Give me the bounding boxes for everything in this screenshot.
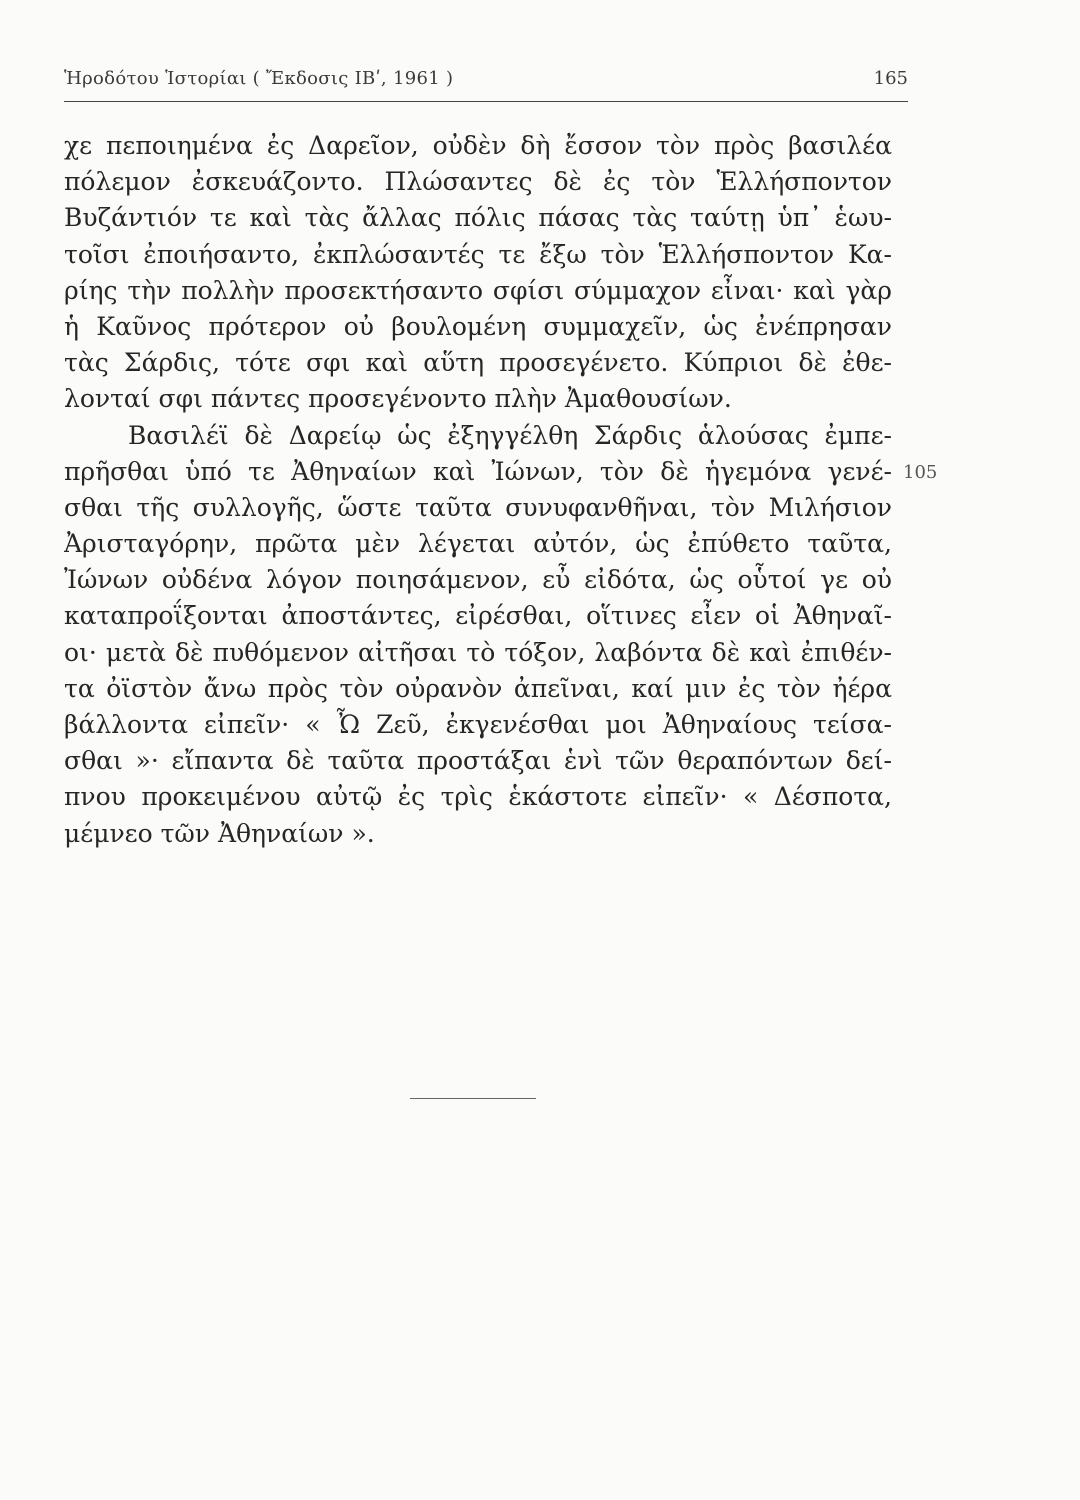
running-header-title: Ἡροδότου Ἱστορίαι ( Ἔκδοσις ΙΒʹ, 1961 ) bbox=[64, 68, 454, 89]
header-rule bbox=[64, 101, 908, 102]
text-line: χε πεποιημένα ἐς Δαρεῖον, οὐδὲν δὴ ἔσσον τὸν πρὸς βασιλέα bbox=[64, 131, 892, 160]
text-line: Βασιλέϊ δὲ Δαρείῳ ὡς ἐξηγγέλθη Σάρδις ἁλούσας ἐμπε- bbox=[128, 420, 892, 450]
text-line: πόλεμον ἐσκευάζοντο. Πλώσαντες δὲ ἐς τὸν Ἑλλήσποντον bbox=[64, 167, 892, 197]
text-line: σθαι τῆς συλλογῆς, ὥστε ταῦτα συνυφανθῆναι, τὸν Μιλήσιον bbox=[64, 492, 892, 522]
text-line: τὰς Σάρδις, τότε σφι καὶ αὕτη προσεγένετο. Κύπριοι δὲ ἐθε- bbox=[64, 348, 892, 378]
text-line: σθαι »· εἴπαντα δὲ ταῦτα προστάξαι ἑνὶ τῶν θεραπόντων δεί- bbox=[64, 746, 892, 776]
margin-section-number: 105 bbox=[903, 462, 938, 483]
text-line: Ἰώνων οὐδένα λόγον ποιησάμενον, εὖ εἰδότα, ὡς οὗτοί γε οὐ bbox=[64, 565, 892, 595]
text-line: τοῖσι ἐποιήσαντο, ἐκπλώσαντές τε ἔξω τὸν Ἑλλήσποντον Κα- bbox=[64, 239, 892, 269]
text-line: τα ὀϊστὸν ἄνω πρὸς τὸν οὐρανὸν ἀπεῖναι, καί μιν ἐς τὸν ἠέρα bbox=[64, 673, 892, 703]
text-line: οι· μετὰ δὲ πυθόμενον αἰτῆσαι τὸ τόξον, λαβόντα δὲ καὶ ἐπιθέν- bbox=[64, 637, 892, 667]
text-line: λονταί σφι πάντες προσεγένοντο πλὴν Ἀμαθουσίων. bbox=[64, 384, 732, 414]
text-line: Ἀρισταγόρην, πρῶτα μὲν λέγεται αὐτόν, ὡς ἐπύθετο ταῦτα, bbox=[64, 529, 892, 559]
text-line: πνου προκειμένου αὐτῷ ἐς τρὶς ἑκάστοτε εἰπεῖν· « Δέσποτα, bbox=[64, 782, 892, 812]
page-number: 165 bbox=[873, 68, 908, 89]
text-line: ρίης τὴν πολλὴν προσεκτήσαντο σφίσι σύμμαχον εἶναι· καὶ γὰρ bbox=[64, 275, 892, 305]
running-header bbox=[64, 68, 908, 100]
body-text bbox=[64, 128, 892, 852]
text-line: πρῆσθαι ὑπό τε Ἀθηναίων καὶ Ἰώνων, τὸν δὲ ἡγεμόνα γενέ- bbox=[64, 456, 892, 486]
text-line: βάλλοντα εἰπεῖν· « Ὦ Ζεῦ, ἐκγενέσθαι μοι Ἀθηναίους τείσα- bbox=[64, 710, 892, 739]
text-line: μέμνεο τῶν Ἀθηναίων ». bbox=[64, 818, 375, 848]
text-line: καταπροΐξονται ἀποστάντες, εἰρέσθαι, οἵτινες εἶεν οἱ Ἀθηναῖ- bbox=[64, 601, 892, 631]
text-line: Βυζάντιόν τε καὶ τὰς ἄλλας πόλις πάσας τὰς ταύτῃ ὑπ᾽ ἑωυ- bbox=[64, 203, 892, 233]
text-line: ἡ Καῦνος πρότερον οὐ βουλομένη συμμαχεῖν, ὡς ἐνέπρησαν bbox=[64, 311, 892, 341]
footnote-rule bbox=[410, 1098, 536, 1099]
